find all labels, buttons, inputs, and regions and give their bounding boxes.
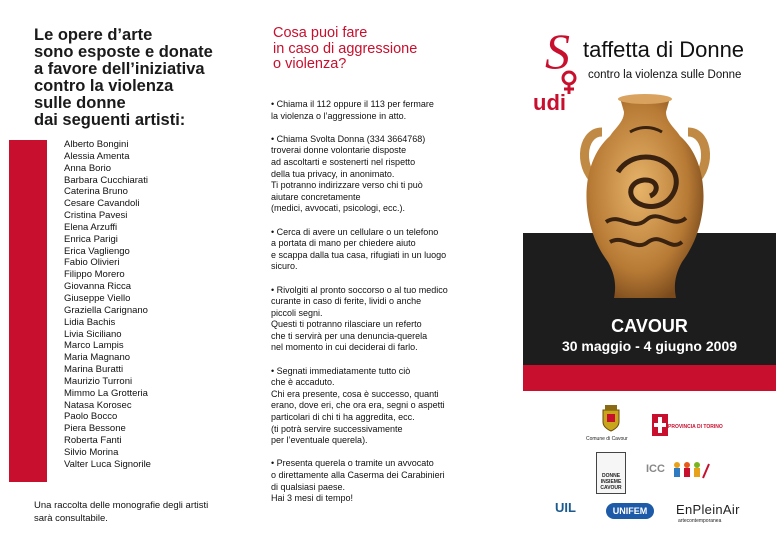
heading-line: sulle donne <box>34 94 126 112</box>
advice-item <box>271 99 519 122</box>
artist-name: Paolo Bocco <box>64 411 118 423</box>
children-figures-icon <box>671 460 711 480</box>
red-band <box>523 365 776 391</box>
heading-line: dai seguenti artisti: <box>34 111 186 129</box>
artist-name: Maria Magnano <box>64 352 131 364</box>
advice-line: nel momento in cui deciderai di farlo. <box>271 342 418 353</box>
heading-line: Le opere d’arte <box>34 26 153 44</box>
artist-name: Giovanna Ricca <box>64 281 132 293</box>
advice-line: (ti potrà servire successivamente <box>271 423 403 434</box>
advice-line: (medici, avvocati, psicologi, ecc.). <box>271 203 406 214</box>
heading-line: sono esposte e donate <box>34 43 213 61</box>
logo-letters-udi: udi <box>533 90 566 114</box>
logo-letter-s: S <box>545 26 570 79</box>
advice-line: Ti potranno indirizzare verso chi ti può <box>271 180 423 191</box>
artist-name: Maurizio Turroni <box>64 375 133 387</box>
artist-name: Piera Bessone <box>64 423 126 435</box>
artist-name: Marina Buratti <box>64 364 124 376</box>
amphora-illustration <box>570 92 720 302</box>
advice-line: e scappa dalla tua casa, rifugiati in un luogo <box>271 249 447 260</box>
advice-line: la violenza o l’aggressione in atto. <box>271 110 407 121</box>
artists-heading <box>34 27 254 129</box>
artist-name: Alberto Bongini <box>64 139 129 150</box>
artist-name: Silvio Morina <box>64 446 119 458</box>
advice-line: erano, dove eri, che ora era, segni o aspetti <box>271 400 445 411</box>
heading-line: a favore dell’iniziativa <box>34 60 205 78</box>
advice-item <box>271 366 519 447</box>
event-title: taffetta di Donne <box>583 37 745 62</box>
advice-line: curante in caso di ferite, lividi o anche <box>271 296 422 307</box>
artist-name: Cesare Cavandoli <box>64 198 140 210</box>
unifem-logo: UNIFEM <box>606 503 654 519</box>
artist-name: Erica Vagliengo <box>64 245 130 257</box>
artist-name: Elena Arzuffi <box>64 221 118 233</box>
heading-line: in caso di aggressione <box>273 40 418 57</box>
event-subtitle: contro la violenza sulle Donne <box>588 69 742 81</box>
advice-line: • Presenta querela o tramite un avvocato <box>271 458 434 469</box>
right-panel <box>523 0 776 549</box>
artist-name: Valter Luca Signorile <box>64 458 151 470</box>
artist-name: Lidia Bachis <box>64 316 116 328</box>
advice-line: troverai donne volontarie disposte <box>271 145 407 156</box>
red-accent-bar <box>9 140 47 482</box>
advice-line: di qualsiasi paese. <box>271 481 346 492</box>
artist-name: Marco Lampis <box>64 340 124 352</box>
advice-item <box>271 227 519 273</box>
advice-line: ad ascoltarti e sostenerti nel rispetto <box>271 156 416 167</box>
note-line: Una raccolta delle monografie degli artisti <box>34 500 209 511</box>
artist-name: Cristina Pavesi <box>64 210 128 222</box>
artist-name: Fabio Olivieri <box>64 257 120 269</box>
provincia-label: PROVINCIA DI TORINO <box>668 424 723 430</box>
artist-name: Filippo Morero <box>64 269 125 281</box>
advice-line: che ti servirà per una denuncia-querela <box>271 330 428 341</box>
icc-logo: ICC <box>646 463 665 475</box>
advice-line: • Segnati immediatamente tutto ciò <box>271 365 411 376</box>
advice-line: che è accaduto. <box>271 377 335 388</box>
artist-name: Graziella Carignano <box>64 304 148 316</box>
advice-line: Chi era presente, cosa è successo, quanti <box>271 388 439 399</box>
left-panel <box>0 0 255 549</box>
donne-line: CAVOUR <box>600 485 622 491</box>
advice-line: Questi ti potranno rilasciare un referto <box>271 319 422 330</box>
advice-item <box>271 134 519 215</box>
artist-name: Livia Siciliano <box>64 328 122 340</box>
cavour-crest-icon <box>600 404 622 432</box>
advice-line: aiutare concretamente <box>271 191 361 202</box>
advice-line: • Chiama Svolta Donna (334 3664768) <box>271 133 426 144</box>
artist-name: Anna Borio <box>64 162 112 174</box>
comune-label: Comune di Cavour <box>586 436 628 442</box>
event-city: CAVOUR <box>611 316 688 336</box>
heading-line: o violenza? <box>273 56 347 72</box>
advice-line: piccoli segni. <box>271 307 323 318</box>
heading-line: Cosa puoi fare <box>273 25 368 41</box>
catalog-note <box>34 499 208 525</box>
advice-line: Hai 3 mesi di tempo! <box>271 493 354 504</box>
artist-name: Barbara Cucchiarati <box>64 174 148 186</box>
advice-line: particolari di chi ti ha aggredita, ecc. <box>271 412 415 423</box>
event-dates: 30 maggio - 4 giugno 2009 <box>561 338 738 354</box>
uil-logo: UIL <box>555 500 576 515</box>
artist-list <box>64 139 151 471</box>
enpleinair-sub: artecontemporanea <box>678 518 722 524</box>
heading-line: contro la violenza <box>34 77 174 95</box>
advice-line: o direttamente alla Caserma dei Carabinieri <box>271 470 445 480</box>
advice-item <box>271 458 519 504</box>
advice-line: della tua privacy, in anonimato. <box>271 168 395 179</box>
artist-name: Roberta Fanti <box>64 435 122 447</box>
artist-name: Enrica Parigi <box>64 233 118 245</box>
donne-line: INSIEME <box>600 479 622 485</box>
advice-line: • Chiama il 112 oppure il 113 per fermare <box>271 99 434 109</box>
note-line: sarà consultabile. <box>34 513 108 524</box>
advice-line: sicuro. <box>271 261 298 272</box>
artist-name: Mimmo La Grotteria <box>64 387 148 399</box>
artist-name: Alessia Amenta <box>64 150 130 162</box>
middle-panel <box>255 0 523 549</box>
advice-item <box>271 285 519 355</box>
advice-line: • Cerca di avere un cellulare o un telefono <box>271 226 439 237</box>
advice-list <box>271 99 519 516</box>
advice-heading <box>273 26 417 73</box>
artist-name: Giuseppe Viello <box>64 292 131 304</box>
donne-line: DONNE <box>601 473 621 479</box>
advice-line: a portata di mano per chiedere aiuto <box>271 238 416 249</box>
advice-line: per l’eventuale querela). <box>271 435 368 446</box>
artist-name: Caterina Bruno <box>64 186 128 198</box>
donne-insieme-logo <box>596 452 626 494</box>
artist-name: Natasa Korosec <box>64 399 132 411</box>
enpleinair-logo: EnPleinAir <box>676 502 740 517</box>
advice-line: • Rivolgiti al pronto soccorso o al tuo medico <box>271 284 448 295</box>
